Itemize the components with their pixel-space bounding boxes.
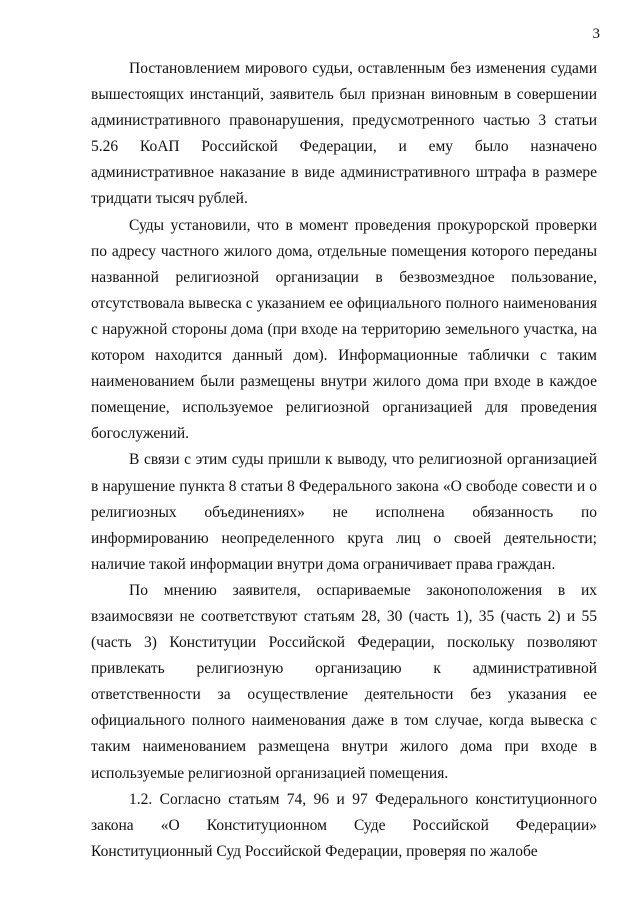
document-body [91, 56, 597, 865]
page-number: 3 [592, 26, 600, 42]
paragraph-4: По мнению заявителя, оспариваемые законоположения в их взаимосвязи не соответствуют статьям 28, 30 (часть 1), 35 (часть 2) и 55 (часть 3) Конституции Российской Федерации, поскольку позволяют привлекать религиозную организацию к административной ответственности за осуществление деятельности без указания ее официального полного наименования даже в том случае, когда вывеска с таким наименованием размещена внутри жилого дома при входе в используемые религиозной организацией помещения. [91, 581, 597, 782]
paragraph-1: Постановлением мирового судьи, оставленным без изменения судами вышестоящих инстанций, заявитель был признан виновным в совершении административного правонарушения, предусмотренного частью 3 статьи 5.26 КоАП Российской Федерации, и ему было назначено административное наказание в виде административного штрафа в размере тридцати тысяч рублей. [91, 60, 597, 208]
paragraph-2: Суды установили, что в момент проведения прокурорской проверки по адресу частного жилого дома, отдельные помещения которого переданы названной религиозной организации в безвозмездное пользование, отсутствовала вывеска с указанием ее официального полного наименования с наружной стороны дома (при входе на территорию земельного участка, на котором находится данный дом). Информационные таблички с таким наименованием были размещены внутри жилого дома при входе в каждое помещение, используемое религиозной организацией для проведения богослужений. [91, 216, 597, 443]
paragraph-5: 1.2. Согласно статьям 74, 96 и 97 Федерального конституционного закона «О Конституционном Суде Российской Федерации» Конституционный Суд Российской Федерации, проверяя по жалобе [91, 790, 597, 860]
paragraph-3: В связи с этим суды пришли к выводу, что религиозной организацией в нарушение пункта 8 статьи 8 Федерального закона «О свободе совести и о религиозных объединениях» не исполнена обязанность по информированию неопределенного круга лиц о своей деятельности; наличие такой информации внутри дома ограничивает права граждан. [91, 451, 597, 573]
